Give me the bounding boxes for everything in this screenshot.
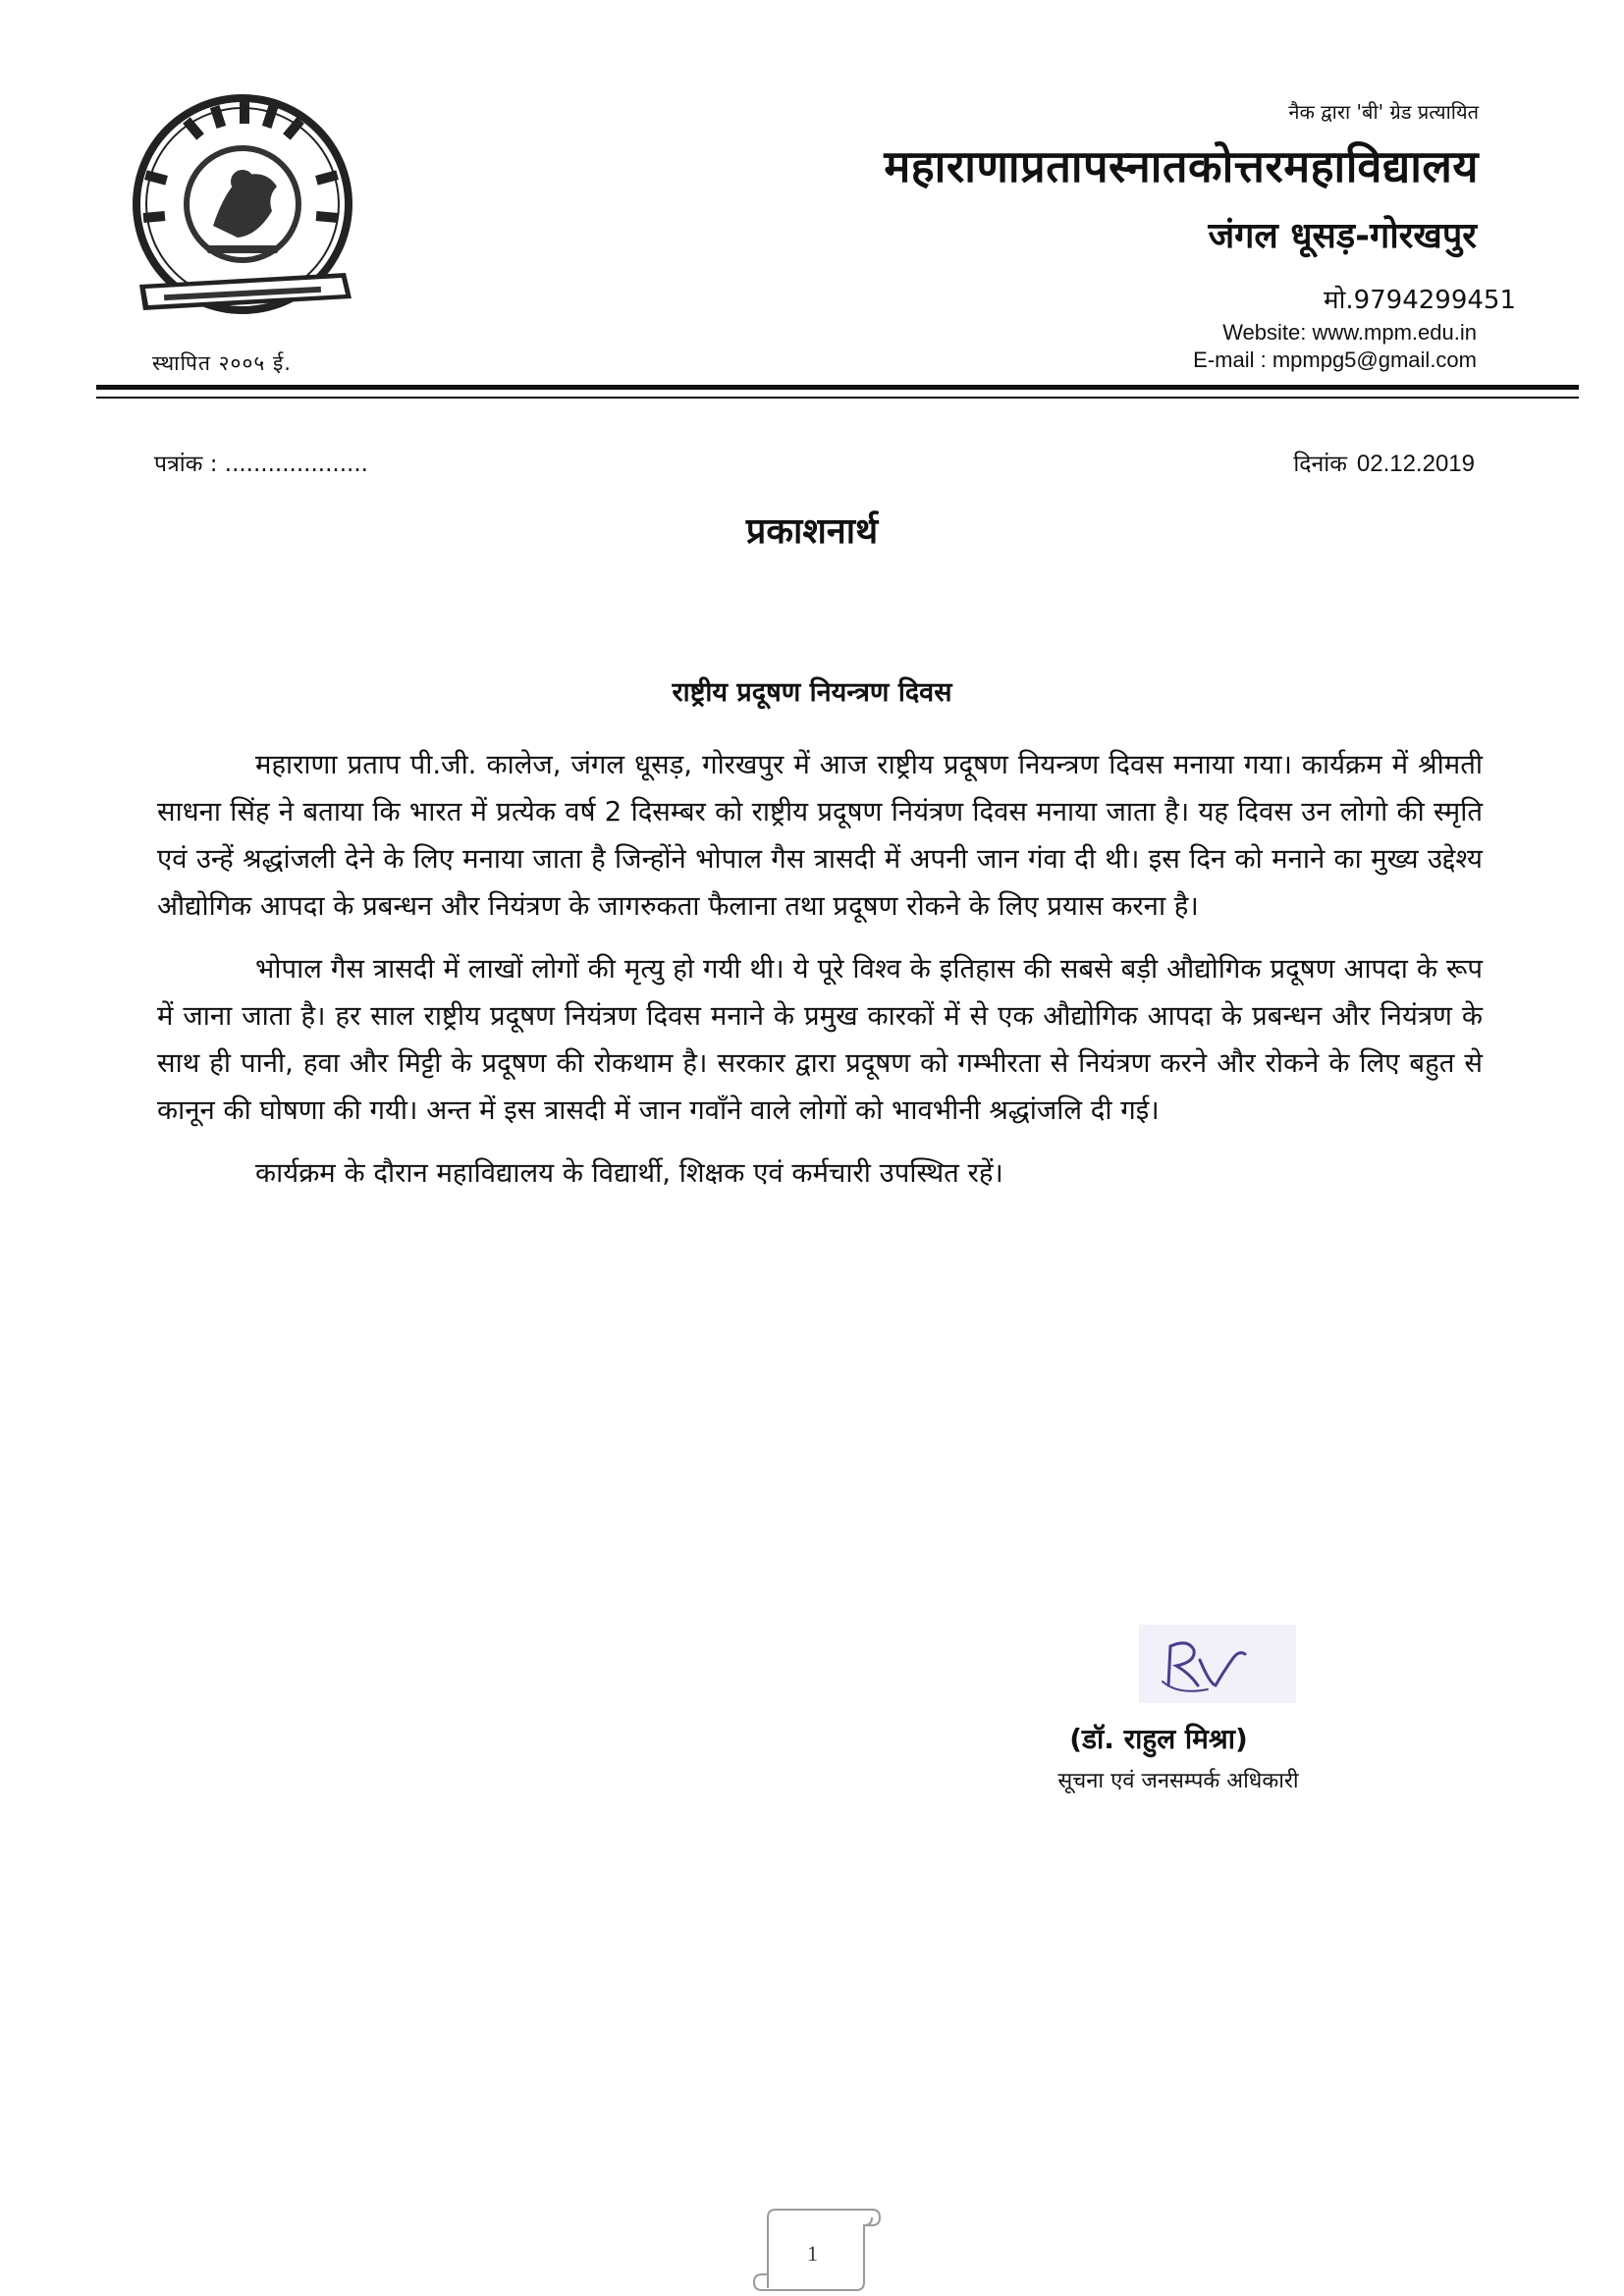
for-publication-title: प्रकाशनार्थ <box>745 511 879 552</box>
date <box>1293 447 1475 478</box>
date-value: 02.12.2019 <box>1356 451 1475 477</box>
header-divider-thin <box>96 397 1579 399</box>
reference-number: पत्रांक : .................... <box>154 452 368 477</box>
signatory-title: सूचना एवं जनसम्पर्क अधिकारी <box>1057 1769 1299 1793</box>
website: Website: www.mpm.edu.in <box>1222 320 1477 345</box>
paragraph: महाराणा प्रताप पी.जी. कालेज, जंगल धूसड़, गोरखपुर में आज राष्ट्रीय प्रदूषण नियन्त्रण दिवस मनाया गया। कार्यक्रम में श्रीमती साधना सिंह ने बताया कि भारत में प्रत्येक वर्ष 2 दिसम्बर को राष्ट्रीय प्रदूषण नियंत्रण दिवस मनाया जाता है। यह दिवस उन लोगो की स्मृति एवं उन्हें श्रद्धांजली देने के लिए मनाया जाता है जिन्होंने भोपाल गैस त्रासदी में अपनी जान गंवा दी थी। इस दिन को मनाने का मुख्य उद्देश्य औद्योगिक आपदा के प्रबन्धन और नियंत्रण के जागरुकता फैलाना तथा प्रदूषण रोकने के लिए प्रयास करना है। <box>157 749 1483 922</box>
article-heading: राष्ट्रीय प्रदूषण नियन्त्रण दिवस <box>672 677 952 708</box>
paragraph: कार्यक्रम के दौरान महाविद्यालय के विद्यार्थी, शिक्षक एवं कर्मचारी उपस्थित रहें। <box>255 1157 1003 1189</box>
signatory-name: (डॉ. राहुल मिश्रा) <box>1069 1723 1248 1755</box>
established-caption: स्थापित २००५ ई. <box>152 351 292 375</box>
accreditation-note: नैक द्वारा 'बी' ग्रेड प्रत्यायित <box>1288 100 1479 124</box>
paragraph: भोपाल गैस त्रासदी में लाखों लोगों की मृत्यु हो गयी थी। ये पूरे विश्व के इतिहास की सबसे बड़ी औद्योगिक प्रदूषण आपदा के रूप में जाना जाता है। हर साल राष्ट्रीय प्रदूषण नियंत्रण दिवस मनाने के प्रमुख कारकों में से एक औद्योगिक आपदा के प्रबन्धन और नियंत्रण के साथ ही पानी, हवा और मिट्टी के प्रदूषण की रोकथाम है। सरकार द्वारा प्रदूषण को गम्भीरता से नियंत्रण करने और रोकने के लिए बहुत से कानून की घोषणा की गयी। अन्त में इस त्रासदी में जान गवाँने वाले लोगों को भावभीनी श्रद्धांजलि दी गई। <box>157 953 1483 1126</box>
header-divider-thick <box>96 385 1579 390</box>
date-label: दिनांक <box>1293 452 1347 477</box>
college-location: जंगल धूसड़-गोरखपुर <box>1208 216 1477 256</box>
college-name: महाराणाप्रतापस्नातकोत्तरमहाविद्यालय <box>884 140 1479 192</box>
article-body <box>157 741 1483 1212</box>
college-seal-logo <box>120 88 365 334</box>
email: E-mail : mpmpg5@gmail.com <box>1193 347 1477 372</box>
phone-number: मो.9794299451 <box>1324 286 1516 315</box>
page-number: 1 <box>807 2241 818 2266</box>
handwritten-signature <box>1139 1625 1296 1703</box>
